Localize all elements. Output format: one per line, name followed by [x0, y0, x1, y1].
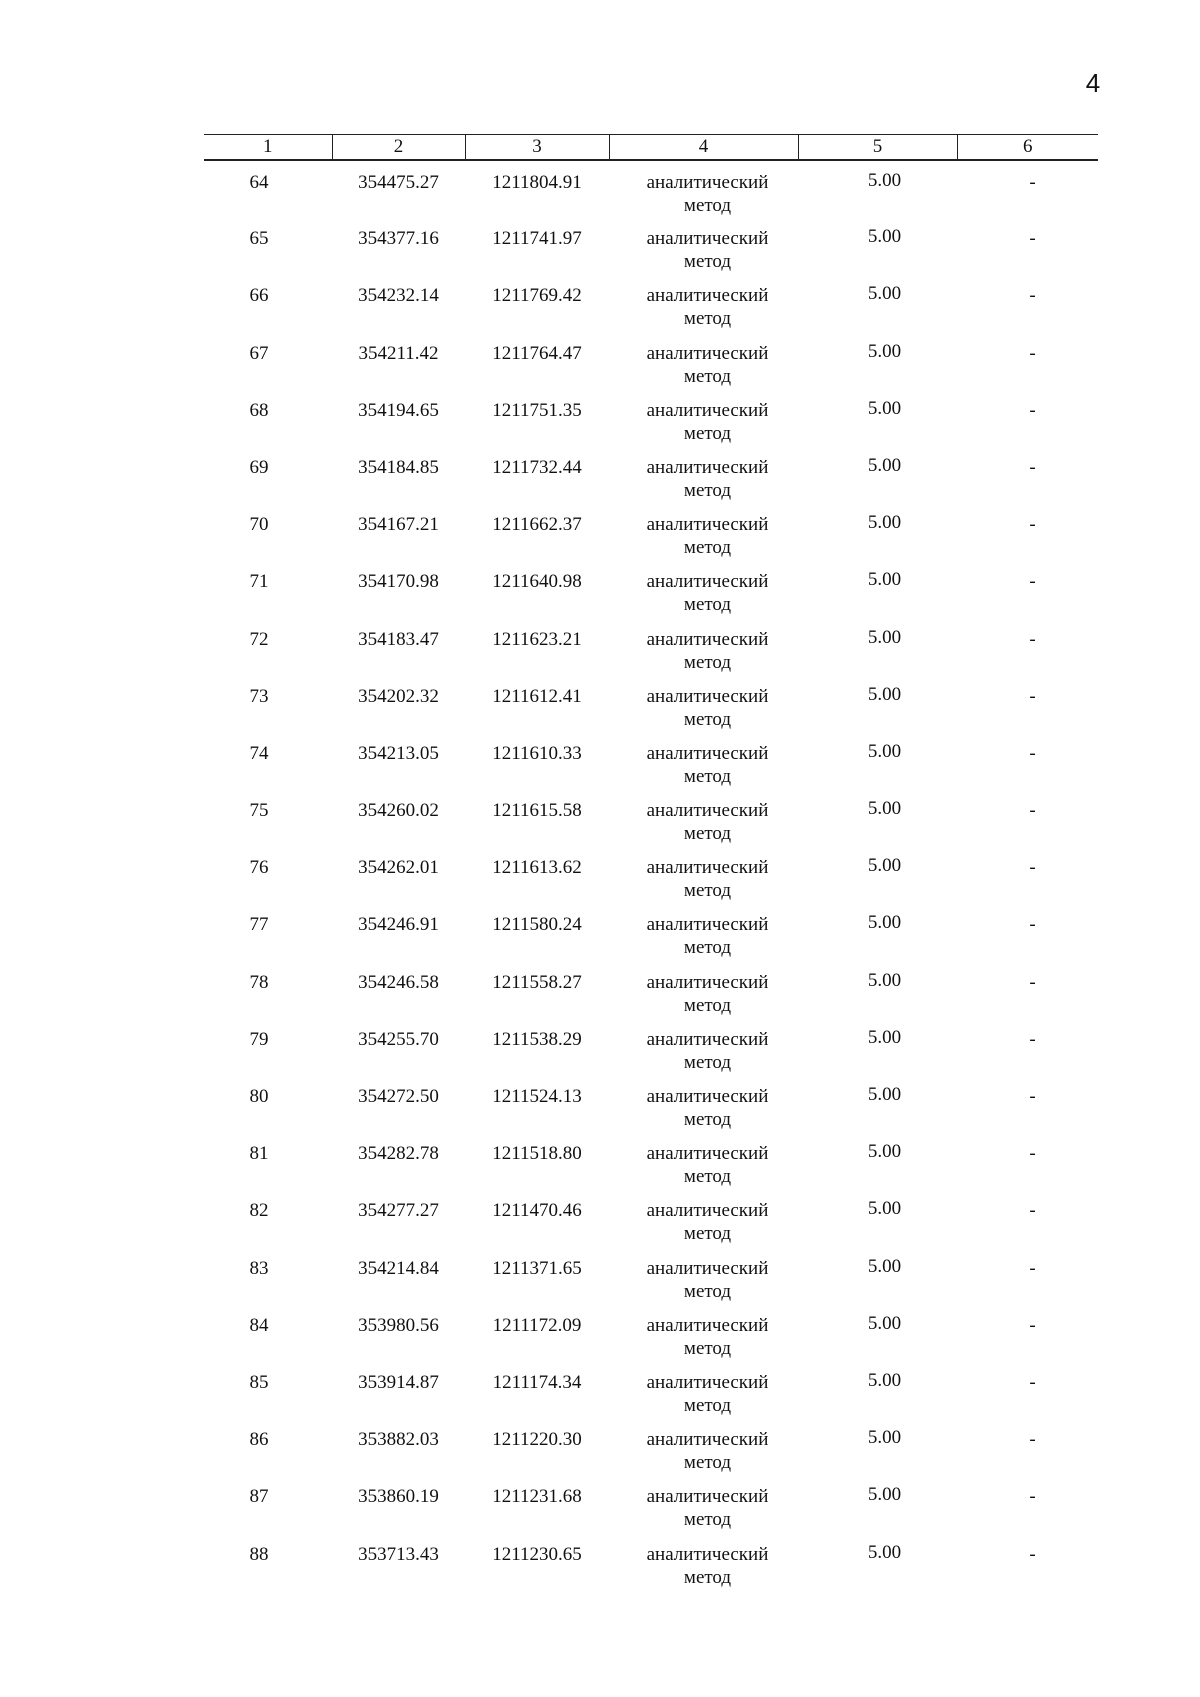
coordinate-y: 1211640.98: [492, 571, 582, 593]
coordinate-y: 1211769.42: [492, 285, 582, 307]
table-row: [204, 274, 1098, 331]
point-number: 77: [249, 914, 269, 936]
method-line-1: аналитический: [646, 742, 769, 764]
table-row: [204, 1075, 1098, 1132]
point-description: -: [1029, 342, 1036, 364]
coordinate-y: 1211538.29: [492, 1028, 582, 1050]
point-number: 74: [249, 742, 269, 764]
method-line-2: метод: [683, 1166, 732, 1188]
accuracy-value: 5.00: [867, 626, 902, 648]
coordinate-y: 1211615.58: [492, 800, 582, 822]
table-row: [204, 1475, 1098, 1532]
accuracy-value: 5.00: [867, 798, 902, 820]
table-row: [204, 503, 1098, 560]
table-row: [204, 1418, 1098, 1475]
coordinate-y: 1211470.46: [492, 1200, 582, 1222]
method-line-1: аналитический: [646, 1314, 769, 1336]
determination-method: [609, 961, 798, 1018]
coordinate-x: 354282.78: [358, 1143, 439, 1165]
coordinate-x: 354262.01: [358, 857, 439, 879]
method-line-1: аналитический: [646, 228, 769, 250]
accuracy-value: 5.00: [867, 1541, 902, 1563]
method-line-2: метод: [683, 651, 732, 673]
point-number: 86: [249, 1429, 269, 1451]
point-description: -: [1029, 628, 1036, 650]
header-col-3: 3: [465, 135, 609, 161]
method-line-1: аналитический: [646, 1257, 769, 1279]
method-line-1: аналитический: [646, 800, 769, 822]
method-line-1: аналитический: [646, 285, 769, 307]
coordinate-x: 353882.03: [358, 1429, 439, 1451]
method-line-2: метод: [683, 537, 732, 559]
header-col-6: 6: [957, 135, 1098, 161]
point-description: -: [1029, 172, 1036, 193]
point-number: 78: [249, 971, 269, 993]
method-line-1: аналитический: [646, 971, 769, 993]
table-row: [204, 217, 1098, 274]
point-number: 64: [249, 172, 269, 193]
point-description: -: [1029, 228, 1036, 250]
table-body: [204, 160, 1098, 1590]
point-number: 85: [249, 1371, 269, 1393]
point-description: -: [1029, 971, 1036, 993]
coordinate-y: 1211623.21: [492, 628, 582, 650]
coordinate-y: 1211662.37: [492, 514, 582, 536]
coordinate-y: 1211231.68: [492, 1486, 582, 1508]
coordinate-x: 354377.16: [358, 228, 439, 250]
coordinate-y: 1211741.97: [492, 228, 582, 250]
point-number: 71: [249, 571, 269, 593]
determination-method: [609, 1533, 798, 1590]
point-number: 87: [249, 1486, 269, 1508]
method-line-2: метод: [683, 1337, 732, 1359]
coordinate-x: 354277.27: [358, 1200, 439, 1222]
point-description: -: [1029, 1086, 1036, 1107]
method-line-2: метод: [683, 308, 732, 330]
table-row: [204, 1304, 1098, 1361]
point-number: 69: [249, 456, 269, 478]
coordinate-y: 1211230.65: [492, 1543, 582, 1565]
accuracy-value: 5.00: [867, 1255, 902, 1277]
point-description: -: [1029, 1371, 1036, 1393]
point-number: 82: [249, 1200, 269, 1222]
coordinate-x: 354246.91: [358, 914, 439, 936]
point-number: 72: [249, 628, 269, 650]
method-line-2: метод: [683, 1109, 732, 1130]
determination-method: [609, 1247, 798, 1304]
point-number: 80: [249, 1086, 269, 1107]
coordinate-y: 1211580.24: [492, 914, 582, 936]
coordinate-y: 1211518.80: [492, 1143, 582, 1165]
method-line-2: метод: [683, 708, 732, 730]
method-line-2: метод: [683, 994, 732, 1016]
coordinate-x: 354184.85: [358, 456, 439, 478]
accuracy-value: 5.00: [867, 226, 902, 248]
header-col-2: 2: [332, 135, 465, 161]
coordinate-y: 1211613.62: [492, 857, 582, 879]
determination-method: [609, 1018, 798, 1075]
point-number: 73: [249, 685, 269, 707]
point-number: 84: [249, 1314, 269, 1336]
method-line-1: аналитический: [646, 1543, 769, 1565]
method-line-1: аналитический: [646, 172, 769, 193]
determination-method: [609, 732, 798, 789]
accuracy-value: 5.00: [867, 454, 902, 476]
accuracy-value: 5.00: [867, 1141, 902, 1163]
accuracy-value: 5.00: [867, 1484, 902, 1506]
coordinates-table: [204, 134, 1098, 1590]
coordinate-y: 1211764.47: [492, 342, 582, 364]
point-number: 65: [249, 228, 269, 250]
table-row: [204, 903, 1098, 960]
method-line-1: аналитический: [646, 1086, 769, 1107]
coordinate-x: 354272.50: [358, 1086, 439, 1107]
table-row: [204, 1189, 1098, 1246]
accuracy-value: 5.00: [867, 340, 902, 362]
point-description: -: [1029, 1543, 1036, 1565]
method-line-1: аналитический: [646, 628, 769, 650]
point-description: -: [1029, 571, 1036, 593]
method-line-2: метод: [683, 422, 732, 444]
point-number: 88: [249, 1543, 269, 1565]
point-description: -: [1029, 1429, 1036, 1451]
coordinate-x: 353980.56: [358, 1314, 439, 1336]
accuracy-value: 5.00: [867, 740, 902, 762]
accuracy-value: 5.00: [867, 1369, 902, 1391]
coordinate-x: 354170.98: [358, 571, 439, 593]
determination-method: [609, 160, 798, 217]
table-row: [204, 618, 1098, 675]
point-description: -: [1029, 399, 1036, 421]
coordinate-x: 354194.65: [358, 399, 439, 421]
determination-method: [609, 1475, 798, 1532]
determination-method: [609, 1132, 798, 1189]
determination-method: [609, 1189, 798, 1246]
method-line-2: метод: [683, 823, 732, 845]
method-line-1: аналитический: [646, 1028, 769, 1050]
accuracy-value: 5.00: [867, 1198, 902, 1220]
coordinate-x: 354213.05: [358, 742, 439, 764]
accuracy-value: 5.00: [867, 170, 902, 191]
coordinate-x: 354232.14: [358, 285, 439, 307]
determination-method: [609, 560, 798, 617]
accuracy-value: 5.00: [867, 1427, 902, 1449]
coordinate-x: 354255.70: [358, 1028, 439, 1050]
method-line-2: метод: [683, 251, 732, 273]
method-line-1: аналитический: [646, 514, 769, 536]
table-row: [204, 160, 1098, 217]
method-line-2: метод: [683, 1223, 732, 1245]
method-line-1: аналитический: [646, 685, 769, 707]
accuracy-value: 5.00: [867, 855, 902, 877]
header-col-5: 5: [798, 135, 957, 161]
determination-method: [609, 389, 798, 446]
method-line-2: метод: [683, 1452, 732, 1474]
coordinate-x: 354202.32: [358, 685, 439, 707]
method-line-2: метод: [683, 195, 732, 216]
point-description: -: [1029, 1486, 1036, 1508]
point-number: 79: [249, 1028, 269, 1050]
table-row: [204, 961, 1098, 1018]
method-line-1: аналитический: [646, 1486, 769, 1508]
coordinate-x: 353914.87: [358, 1371, 439, 1393]
coordinate-y: 1211172.09: [492, 1314, 582, 1336]
method-line-2: метод: [683, 1051, 732, 1073]
page-number: 4: [1085, 68, 1101, 98]
method-line-1: аналитический: [646, 342, 769, 364]
method-line-1: аналитический: [646, 914, 769, 936]
method-line-2: метод: [683, 594, 732, 616]
point-number: 81: [249, 1143, 269, 1165]
coordinate-x: 353713.43: [358, 1543, 439, 1565]
table-row: [204, 446, 1098, 503]
point-number: 70: [249, 514, 269, 536]
coordinate-x: 354183.47: [358, 628, 439, 650]
table-row: [204, 1361, 1098, 1418]
point-description: -: [1029, 742, 1036, 764]
method-line-1: аналитический: [646, 857, 769, 879]
coordinate-x: 354260.02: [358, 800, 439, 822]
point-description: -: [1029, 1143, 1036, 1165]
coordinate-y: 1211732.44: [492, 456, 582, 478]
point-description: -: [1029, 914, 1036, 936]
determination-method: [609, 618, 798, 675]
method-line-2: метод: [683, 1394, 732, 1416]
accuracy-value: 5.00: [867, 912, 902, 934]
accuracy-value: 5.00: [867, 683, 902, 705]
point-description: -: [1029, 1028, 1036, 1050]
determination-method: [609, 846, 798, 903]
determination-method: [609, 503, 798, 560]
point-description: -: [1029, 857, 1036, 879]
determination-method: [609, 274, 798, 331]
point-number: 68: [249, 399, 269, 421]
coordinate-x: 354167.21: [358, 514, 439, 536]
accuracy-value: 5.00: [867, 1084, 902, 1105]
point-description: -: [1029, 514, 1036, 536]
accuracy-value: 5.00: [867, 1312, 902, 1334]
determination-method: [609, 903, 798, 960]
determination-method: [609, 1304, 798, 1361]
determination-method: [609, 217, 798, 274]
table-row: [204, 389, 1098, 446]
point-number: 83: [249, 1257, 269, 1279]
coordinate-x: 353860.19: [358, 1486, 439, 1508]
method-line-1: аналитический: [646, 1429, 769, 1451]
coordinate-y: 1211558.27: [492, 971, 582, 993]
method-line-1: аналитический: [646, 399, 769, 421]
header-col-1: 1: [204, 135, 332, 161]
coordinate-y: 1211174.34: [492, 1371, 582, 1393]
table-row: [204, 1247, 1098, 1304]
table-row: [204, 1132, 1098, 1189]
point-number: 67: [249, 342, 269, 364]
determination-method: [609, 675, 798, 732]
point-number: 76: [249, 857, 269, 879]
accuracy-value: 5.00: [867, 569, 902, 591]
determination-method: [609, 1361, 798, 1418]
point-number: 75: [249, 800, 269, 822]
method-line-2: метод: [683, 479, 732, 501]
table-row: [204, 1533, 1098, 1590]
table-row: [204, 846, 1098, 903]
coordinate-y: 1211524.13: [492, 1086, 582, 1107]
method-line-2: метод: [683, 765, 732, 787]
point-description: -: [1029, 1200, 1036, 1222]
table-header: [204, 135, 1098, 161]
header-row: [204, 135, 1098, 161]
coordinate-x: 354211.42: [358, 342, 439, 364]
point-description: -: [1029, 456, 1036, 478]
point-description: -: [1029, 1314, 1036, 1336]
table-row: [204, 332, 1098, 389]
table-row: [204, 732, 1098, 789]
method-line-1: аналитический: [646, 456, 769, 478]
table-row: [204, 789, 1098, 846]
method-line-2: метод: [683, 937, 732, 959]
coordinate-y: 1211610.33: [492, 742, 582, 764]
accuracy-value: 5.00: [867, 397, 902, 419]
method-line-1: аналитический: [646, 1200, 769, 1222]
coordinate-y: 1211371.65: [492, 1257, 582, 1279]
method-line-2: метод: [683, 1566, 732, 1588]
determination-method: [609, 1418, 798, 1475]
method-line-1: аналитический: [646, 1143, 769, 1165]
determination-method: [609, 446, 798, 503]
point-description: -: [1029, 1257, 1036, 1279]
accuracy-value: 5.00: [867, 969, 902, 991]
method-line-1: аналитический: [646, 1371, 769, 1393]
determination-method: [609, 789, 798, 846]
coordinate-x: 354246.58: [358, 971, 439, 993]
table-row: [204, 675, 1098, 732]
header-col-4: 4: [609, 135, 798, 161]
table-row: [204, 1018, 1098, 1075]
method-line-2: метод: [683, 1280, 732, 1302]
coordinate-x: 354214.84: [358, 1257, 439, 1279]
accuracy-value: 5.00: [867, 1026, 902, 1048]
method-line-2: метод: [683, 880, 732, 902]
accuracy-value: 5.00: [867, 512, 902, 534]
method-line-2: метод: [683, 365, 732, 387]
accuracy-value: 5.00: [867, 283, 902, 305]
point-number: 66: [249, 285, 269, 307]
coordinate-y: 1211751.35: [492, 399, 582, 421]
coordinate-x: 354475.27: [358, 172, 439, 193]
point-description: -: [1029, 800, 1036, 822]
point-description: -: [1029, 685, 1036, 707]
determination-method: [609, 1075, 798, 1132]
table-row: [204, 560, 1098, 617]
coordinate-y: 1211612.41: [492, 685, 582, 707]
coordinate-y: 1211804.91: [492, 172, 582, 193]
determination-method: [609, 332, 798, 389]
method-line-1: аналитический: [646, 571, 769, 593]
coordinate-y: 1211220.30: [492, 1429, 582, 1451]
point-description: -: [1029, 285, 1036, 307]
method-line-2: метод: [683, 1509, 732, 1531]
